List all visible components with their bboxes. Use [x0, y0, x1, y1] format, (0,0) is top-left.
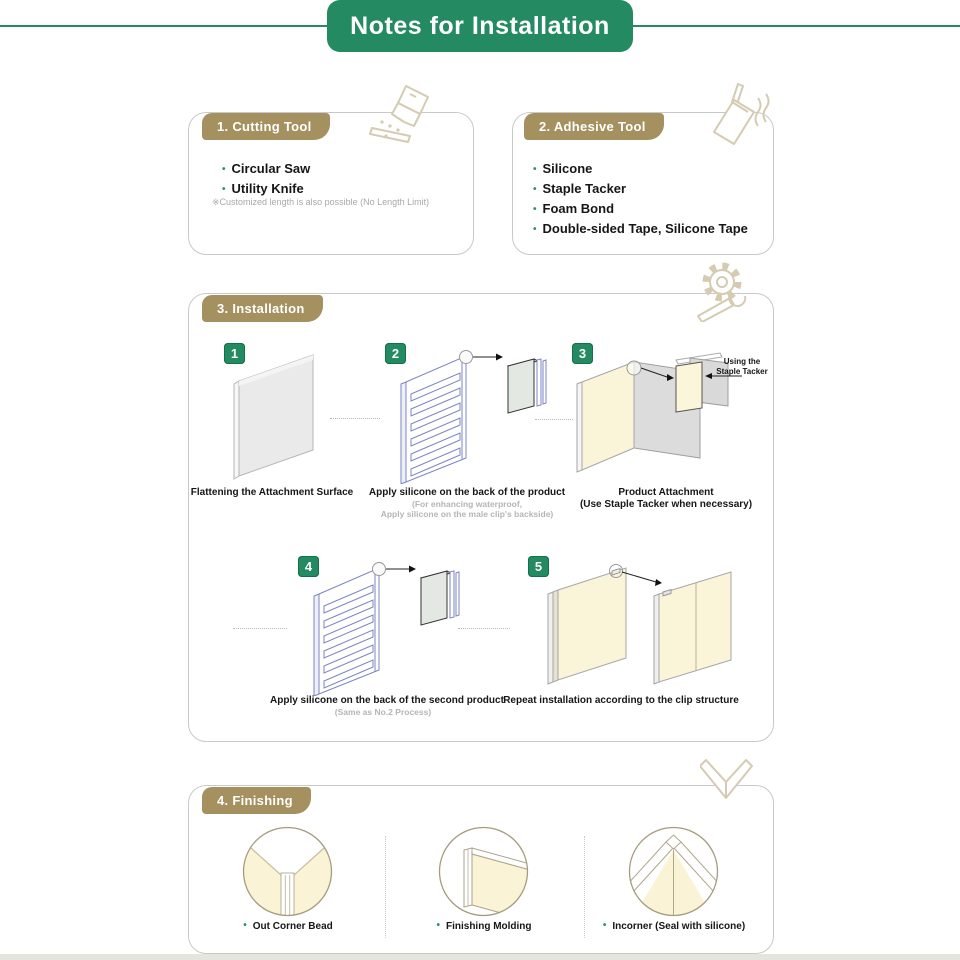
silicone-tube-icon — [696, 82, 774, 146]
step3-caption: Product Attachment (Use Staple Tacker when necessary) — [579, 487, 753, 510]
finishing-heading: 4. Finishing — [202, 787, 311, 814]
out-corner-bead-diagram — [240, 824, 335, 919]
step1-caption: Flattening the Attachment Surface — [190, 487, 354, 498]
bullet-dot-icon: • — [533, 204, 537, 215]
cutting-tool-list — [222, 160, 310, 200]
step-number-badge: 1 — [224, 343, 245, 364]
list-item: • Double-sided Tape, Silicone Tape — [533, 221, 748, 236]
bottom-edge-strip — [0, 954, 960, 960]
adhesive-tool-list — [533, 160, 748, 240]
step4-caption: Apply silicone on the back of the second product (Same as No.2 Process) — [270, 695, 504, 717]
bullet-dot-icon: • — [533, 184, 537, 195]
step2-silicone-diagram — [392, 348, 562, 484]
list-item: • Utility Knife — [222, 181, 304, 196]
list-item: • Circular Saw — [222, 161, 311, 176]
step-number-badge: 2 — [385, 343, 406, 364]
staple-tacker-annotation: Using the Staple Tacker — [716, 357, 768, 376]
step2-caption: Apply silicone on the back of the product (For enhancing waterproof, Apply silicone on the male clip's backside) — [368, 487, 566, 519]
length-note: ※Customized length is also possible (No Length Limit) — [212, 197, 430, 207]
step-separator-dots — [535, 419, 573, 420]
step-separator-dots — [233, 628, 287, 629]
finishing-molding-diagram — [436, 824, 531, 919]
step-separator-dots — [458, 628, 510, 629]
step-number-badge: 4 — [298, 556, 319, 577]
step5-repeat-diagram — [540, 558, 740, 694]
installation-heading: 3. Installation — [202, 295, 323, 322]
bullet-dot-icon: • — [222, 164, 226, 175]
bullet-dot-icon: • — [533, 224, 537, 235]
finishing-caption: • Incorner (Seal with silicone) — [602, 920, 746, 932]
adhesive-tool-heading: 2. Adhesive Tool — [524, 113, 664, 140]
bullet-dot-icon: • — [533, 164, 537, 175]
utility-knife-icon — [366, 84, 438, 148]
step-number-badge: 3 — [572, 343, 593, 364]
list-item: • Staple Tacker — [533, 181, 627, 196]
bullet-dot-icon: • — [243, 920, 247, 931]
step5-caption: Repeat installation according to the clip structure — [503, 695, 739, 706]
step4-silicone-diagram — [305, 560, 475, 696]
bullet-dot-icon: • — [222, 184, 226, 195]
step-number-badge: 5 — [528, 556, 549, 577]
corner-molding-icon — [700, 758, 756, 804]
list-item: • Foam Bond — [533, 201, 615, 216]
finishing-caption: • Finishing Molding — [436, 920, 532, 932]
bullet-dot-icon: • — [436, 920, 440, 931]
finishing-separator-dots — [385, 836, 386, 938]
page-title: Notes for Installation — [327, 0, 633, 52]
cutting-tool-heading: 1. Cutting Tool — [202, 113, 330, 140]
finishing-caption: • Out Corner Bead — [243, 920, 333, 932]
step1-flat-panel-diagram — [228, 348, 323, 484]
gear-wrench-icon — [690, 260, 758, 322]
step-separator-dots — [330, 418, 380, 419]
incorner-diagram — [626, 824, 721, 919]
list-item: • Silicone — [533, 161, 593, 176]
bullet-dot-icon: • — [602, 920, 607, 931]
